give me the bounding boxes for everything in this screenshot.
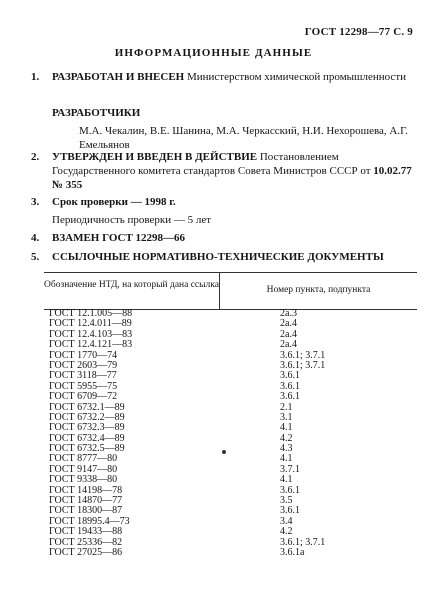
table-cell-clause: 3.6.1 [280, 380, 300, 392]
running-head: ГОСТ 12298—77 С. 9 [304, 26, 413, 38]
table-row [44, 392, 417, 402]
table-cell-clause: 4.3 [280, 443, 293, 455]
item-bold-lead: ВЗАМЕН ГОСТ 12298—66 [52, 232, 186, 244]
table-cell-clause: 3.7.1 [280, 463, 300, 475]
table-cell-document: ГОСТ 6732.5—89 [49, 443, 125, 455]
item-bold-tail: 10.02.77 № 355 [52, 165, 412, 191]
developers-heading: РАЗРАБОТЧИКИ [52, 107, 141, 119]
table-cell-document: ГОСТ 12.4.121—83 [49, 339, 133, 351]
table-cell-document: ГОСТ 2603—79 [49, 359, 118, 371]
item-bold-lead: ССЫЛОЧНЫЕ НОРМАТИВНО-ТЕХНИЧЕСКИЕ ДОКУМЕНТЫ [52, 251, 384, 263]
item-number: 1. [31, 71, 40, 83]
table-cell-clause: 2.1 [280, 401, 293, 413]
item-number: 5. [31, 251, 40, 263]
item-number: 4. [31, 232, 40, 244]
table-cell-document: ГОСТ 27025—86 [49, 546, 123, 558]
table-top-rule [44, 272, 417, 273]
table-cell-clause: 2а.3 [280, 308, 297, 319]
item-bold-lead: УТВЕРЖДЕН И ВВЕДЕН В ДЕЙСТВИЕ [52, 151, 258, 163]
table-cell-document: ГОСТ 6732.4—89 [49, 432, 125, 444]
table-cell-clause: 3.6.1 [280, 484, 300, 496]
item-text [52, 231, 416, 245]
item-number: 2. [31, 151, 40, 163]
table-cell-document: ГОСТ 25336—82 [49, 536, 123, 548]
table-cell-clause: 3.6.1; 3.7.1 [280, 359, 326, 371]
item-bold-lead: Срок проверки — 1998 г. [52, 196, 176, 208]
info-item-4 [31, 231, 416, 245]
table-cell-clause: 2а.4 [280, 318, 297, 330]
item-number: 3. [31, 196, 40, 208]
item-body: Министерством химической промышленности [186, 71, 407, 83]
print-blemish [222, 450, 226, 454]
page-title: ИНФОРМАЦИОННЫЕ ДАННЫЕ [114, 47, 313, 59]
table-cell-clause: 4.1 [280, 474, 293, 486]
table-cell-clause: 3.5 [280, 495, 293, 507]
table-cell-document: ГОСТ 1770—74 [49, 349, 118, 361]
item-text [52, 195, 416, 209]
table-cell-clause: 2а.4 [280, 339, 297, 351]
table-header-document: Обозначение НТД, на который дана ссылка [44, 280, 219, 290]
item-text [52, 70, 416, 84]
info-item-1 [31, 70, 416, 84]
developers-names: М.А. Чекалин, В.Е. Шанина, М.А. Черкасский, Н.И. Нехорошева, А.Г. Емельянов [79, 125, 408, 151]
item-bold-lead: РАЗРАБОТАН И ВНЕСЕН [52, 71, 185, 83]
table-cell-document: ГОСТ 5955—75 [49, 380, 118, 392]
info-item-3 [31, 195, 416, 209]
table-cell-clause: 3.6.1 [280, 370, 300, 382]
table-cell-document: ГОСТ 9338—80 [49, 474, 118, 486]
table-cell-document: ГОСТ 8777—80 [49, 453, 118, 465]
table-cell-clause: 4.2 [280, 432, 293, 444]
table-cell-clause: 4.2 [280, 526, 293, 538]
table-cell-document: ГОСТ 12.4.011—89 [49, 318, 132, 330]
table-cell-clause: 4.1 [280, 453, 293, 465]
table-body [44, 309, 417, 558]
table-cell-document: ГОСТ 6732.2—89 [49, 411, 125, 423]
table-cell-clause: 3.6.1; 3.7.1 [280, 536, 326, 548]
table-cell-clause: 3.1 [280, 411, 293, 423]
table-cell-document: ГОСТ 3118—77 [49, 370, 117, 382]
table-cell-clause: 2а.4 [280, 328, 297, 340]
table-cell-clause: 4.1 [280, 422, 293, 434]
table-cell-document: ГОСТ 14198—78 [49, 484, 123, 496]
table-cell-document: ГОСТ 6732.3—89 [49, 422, 125, 434]
table-cell-clause: 3.4 [280, 515, 293, 527]
table-row [44, 548, 417, 558]
table-row [44, 340, 417, 350]
info-item-5 [31, 250, 416, 264]
item-body: Постановлением Государственного комитета стандартов Совета Министров СССР от [52, 151, 371, 177]
table-cell-document: ГОСТ 19433—88 [49, 526, 123, 538]
table-header-clause: Номер пункта, подпункта [266, 285, 371, 295]
table-cell-document: ГОСТ 18995.4—73 [49, 515, 130, 527]
table-cell-document: ГОСТ 12.4.103—83 [49, 328, 133, 340]
item-text [52, 250, 416, 264]
table-cell-clause: 3.6.1 [280, 505, 300, 517]
info-item-2 [31, 150, 416, 192]
table-cell-document: ГОСТ 18300—87 [49, 505, 123, 517]
table-cell-document: ГОСТ 6709—72 [49, 391, 118, 403]
review-period: Периодичность проверки — 5 лет [52, 214, 212, 226]
table-cell-clause: 3.6.1; 3.7.1 [280, 349, 326, 361]
table-cell-document: ГОСТ 9147—80 [49, 463, 118, 475]
table-cell-clause: 3.6.1 [280, 391, 300, 403]
table-cell-clause: 3.6.1а [280, 546, 305, 558]
table-cell-document: ГОСТ 6732.1—89 [49, 401, 125, 413]
table-cell-document: ГОСТ 12.1.005—88 [49, 308, 133, 319]
table-cell-document: ГОСТ 14870—77 [49, 495, 123, 507]
item-text [52, 150, 416, 192]
